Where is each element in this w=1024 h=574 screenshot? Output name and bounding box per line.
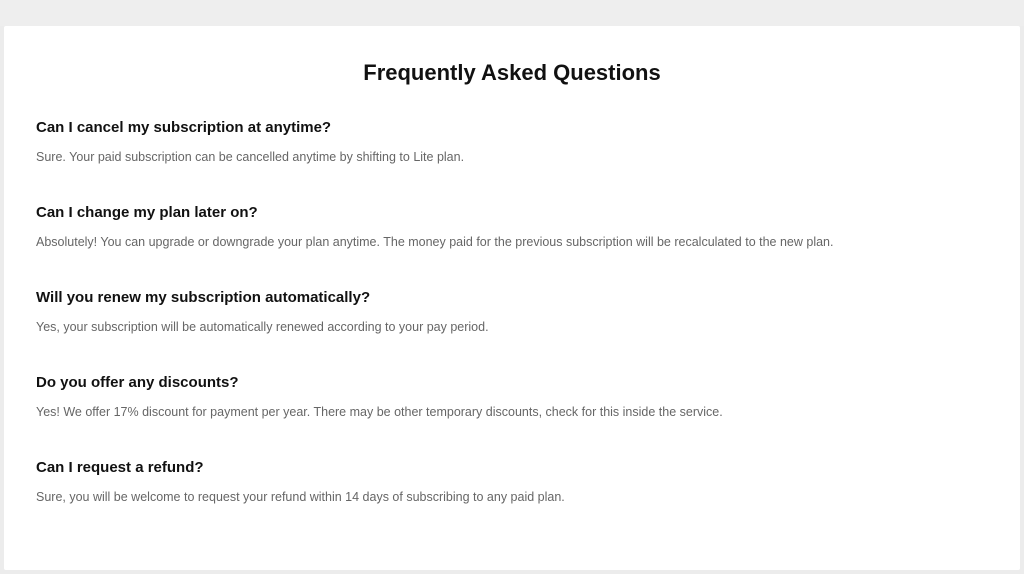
faq-answer: Yes, your subscription will be automatically renewed according to your pay period. <box>36 320 489 334</box>
faq-item <box>36 288 996 373</box>
faq-item <box>36 458 996 543</box>
faq-card <box>4 26 1020 570</box>
faq-answer: Yes! We offer 17% discount for payment per year. There may be other temporary discounts, check for this inside the service. <box>36 405 723 419</box>
top-strip <box>0 0 1024 26</box>
faq-answer: Absolutely! You can upgrade or downgrade your plan anytime. The money paid for the previous subscription will be recalculated to the new plan. <box>36 235 834 249</box>
faq-question: Do you offer any discounts? <box>36 374 239 391</box>
faq-answer: Sure. Your paid subscription can be cancelled anytime by shifting to Lite plan. <box>36 150 465 164</box>
faq-item <box>36 373 996 458</box>
faq-question: Can I request a refund? <box>36 459 204 476</box>
faq-answer: Sure, you will be welcome to request your refund within 14 days of subscribing to any paid plan. <box>36 490 565 504</box>
faq-question: Can I cancel my subscription at anytime? <box>36 119 332 136</box>
faq-list <box>36 118 996 543</box>
faq-item <box>36 118 996 203</box>
faq-question: Will you renew my subscription automatically? <box>36 289 371 306</box>
faq-question: Can I change my plan later on? <box>36 204 258 221</box>
page-title: Frequently Asked Questions <box>363 60 661 85</box>
faq-item <box>36 203 996 288</box>
